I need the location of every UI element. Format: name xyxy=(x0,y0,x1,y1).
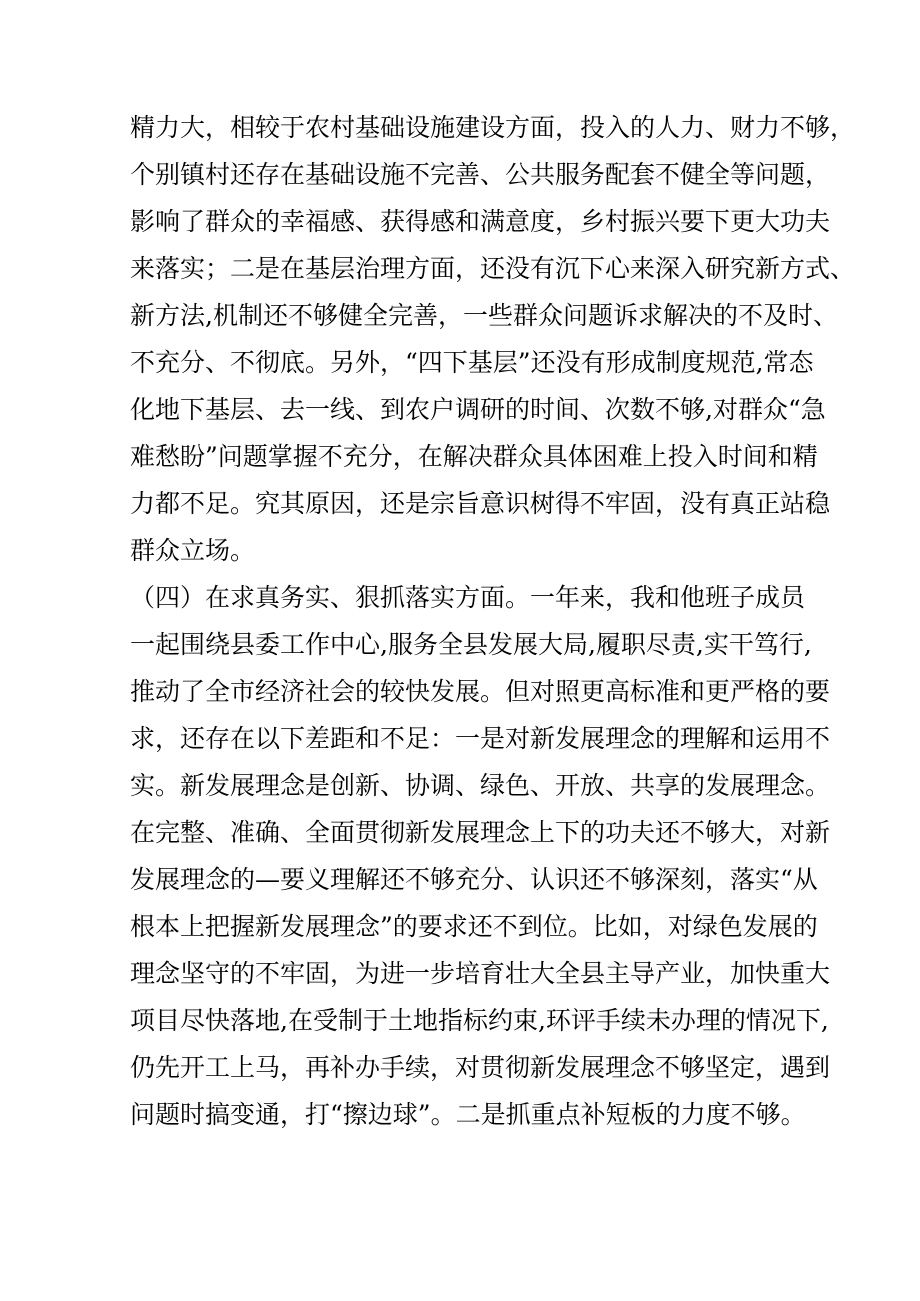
text-line-21: 仍先开工上马，再补办手续，对贯彻新发展理念不够坚定，遇到 xyxy=(130,1053,831,1082)
text-line-13: 推动了全市经济社会的较快发展。但对照更高标准和更严格的要 xyxy=(130,677,831,706)
text-line-15: 实。新发展理念是创新、协调、绿色、开放、共享的发展理念。 xyxy=(130,771,831,800)
text-line-10: 群众立场。 xyxy=(130,536,256,565)
text-line-14: 求，还存在以下差距和不足：一是对新发展理念的理解和运用不 xyxy=(130,724,831,753)
text-line-18: 根本上把握新发展理念”的要求还不到位。比如，对绿色发展的 xyxy=(130,912,818,941)
text-line-12: 一起围绕县委工作中心,服务全县发展大局,履职尽责,实干笃行, xyxy=(130,630,812,659)
text-line-2: 个别镇村还存在基础设施不完善、公共服务配套不健全等问题， xyxy=(130,160,831,189)
text-line-6: 不充分、不彻底。另外，“四下基层”还没有形成制度规范,常态 xyxy=(130,348,814,377)
text-line-8: 难愁盼”问题掌握不充分，在解决群众具体困难上投入时间和精 xyxy=(130,442,818,471)
text-line-9: 力都不足。究其原因，还是宗旨意识树得不牢固，没有真正站稳 xyxy=(130,489,831,518)
text-line-16: 在完整、准确、全面贯彻新发展理念上下的功夫还不够大，对新 xyxy=(130,818,831,847)
text-line-17: 发展理念的—要义理解还不够充分、认识还不够深刻，落实“从 xyxy=(130,865,818,894)
text-line-5: 新方法,机制还不够健全完善，一些群众问题诉求解决的不及时、 xyxy=(130,301,838,330)
text-line-22: 问题时搞变通，打“擦边球”。二是抓重点补短板的力度不够。 xyxy=(130,1100,806,1129)
text-line-3: 影响了群众的幸福感、获得感和满意度，乡村振兴要下更大功夫 xyxy=(130,207,831,236)
text-line-19: 理念坚守的不牢固，为进一步培育壮大全县主导产业，加快重大 xyxy=(130,959,831,988)
text-line-1: 精力大，相较于农村基础设施建设方面，投入的人力、财力不够， xyxy=(130,113,856,142)
text-line-20: 项目尽快落地,在受制于土地指标约束,环评手续未办理的情况下, xyxy=(130,1006,829,1035)
section-heading-line: （四）在求真务实、狠抓落实方面。一年来，我和他班子成员 xyxy=(130,583,806,612)
text-line-7: 化地下基层、去一线、到农户调研的时间、次数不够,对群众“急 xyxy=(130,395,826,424)
text-line-4: 来落实；二是在基层治理方面，还没有沉下心来深入研究新方式、 xyxy=(130,254,856,283)
